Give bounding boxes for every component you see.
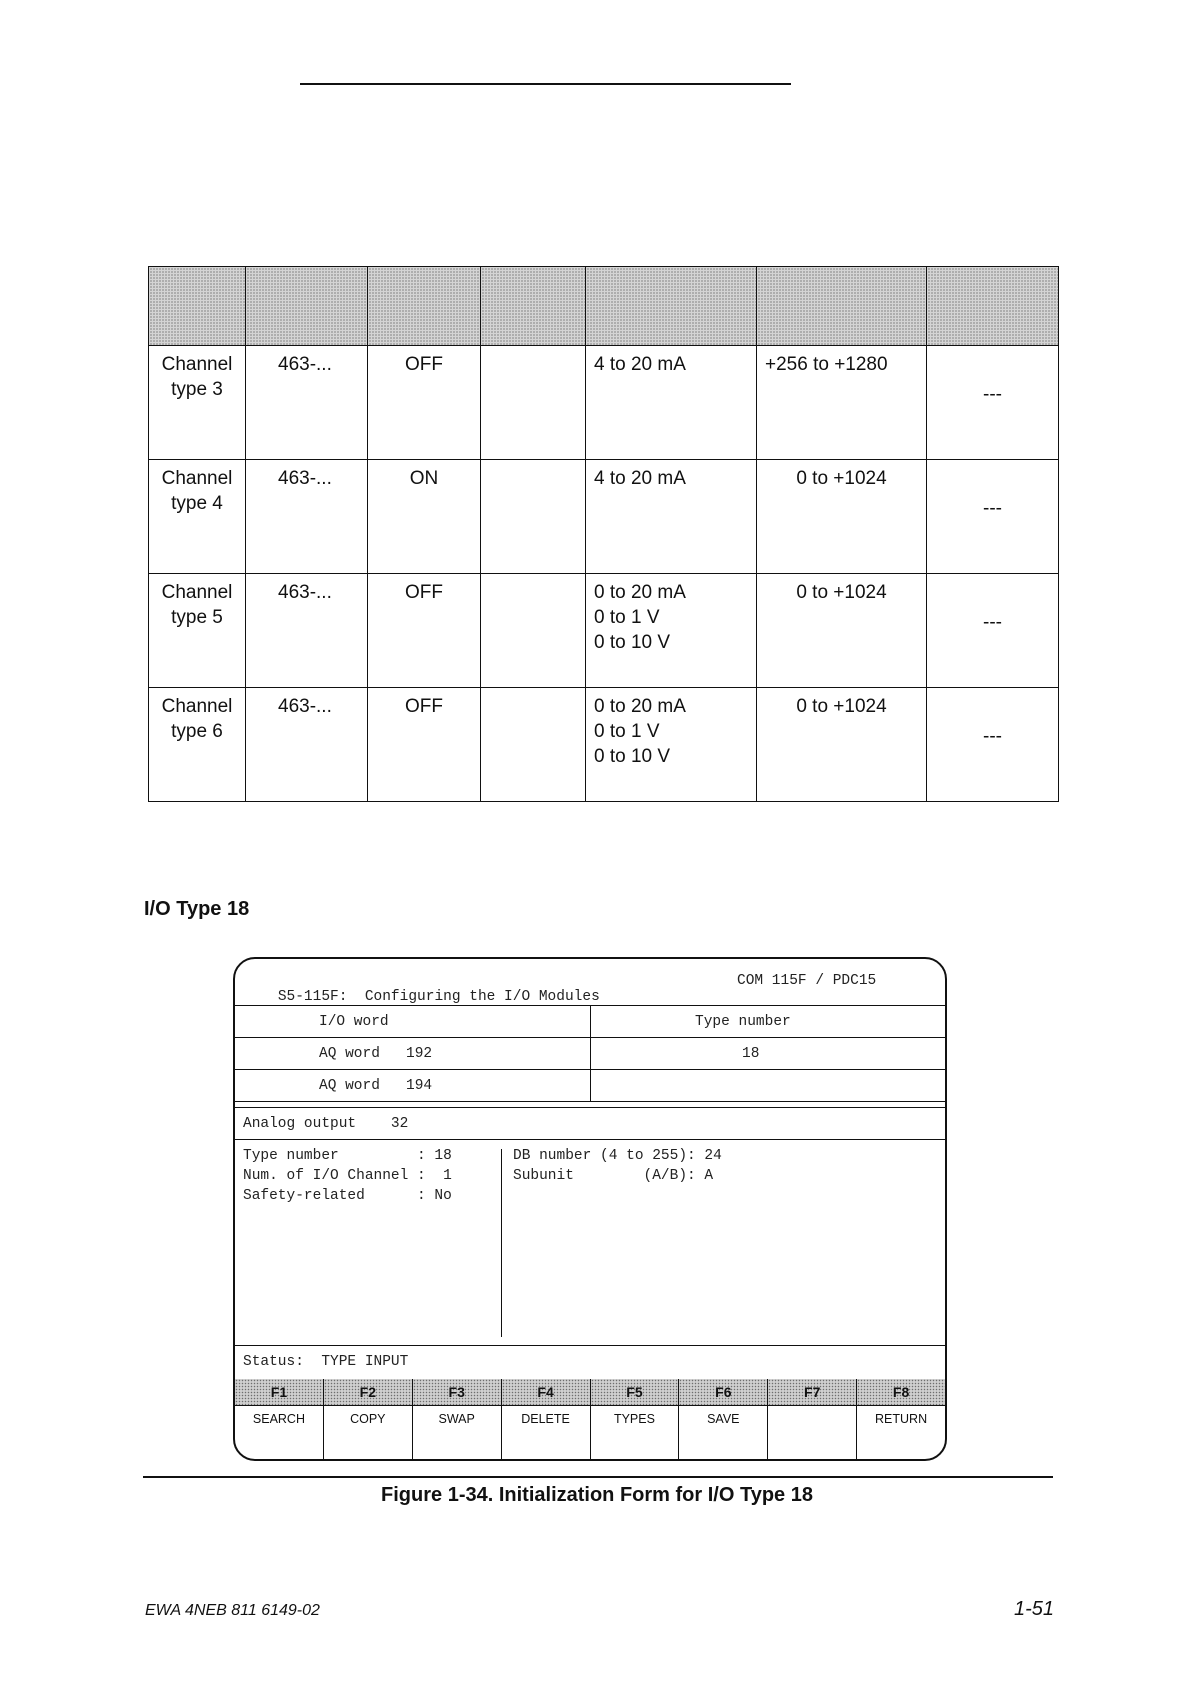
f1-button[interactable] xyxy=(235,1379,324,1461)
f3-label: SWAP xyxy=(438,1412,475,1426)
num-channel-field[interactable]: Num. of I/O Channel : 1 xyxy=(243,1168,452,1184)
channel-name-line1: Channel xyxy=(161,696,233,717)
f4-button[interactable] xyxy=(502,1379,591,1461)
divider xyxy=(235,1139,945,1140)
type-number-field[interactable]: Type number : 18 xyxy=(243,1148,452,1164)
channel-table xyxy=(148,266,1059,802)
range-line: 0 to 10 V xyxy=(594,746,671,767)
dash-value: --- xyxy=(983,726,1002,747)
db-number-field[interactable]: DB number (4 to 255): 24 xyxy=(513,1148,722,1164)
subunit-field[interactable]: Subunit (A/B): A xyxy=(513,1168,714,1184)
last-cell xyxy=(927,574,1059,688)
empty-cell xyxy=(481,574,586,688)
last-cell xyxy=(927,688,1059,802)
channel-name-cell xyxy=(149,688,246,802)
channel-name-cell xyxy=(149,460,246,574)
f4-label: DELETE xyxy=(521,1412,570,1426)
header-cell xyxy=(927,267,1059,346)
empty-cell xyxy=(481,688,586,802)
values-cell: 0 to +1024 xyxy=(757,688,927,802)
channel-number-cell: 463-... xyxy=(246,460,368,574)
top-rule xyxy=(300,83,791,85)
f5-button[interactable] xyxy=(591,1379,680,1461)
divider xyxy=(235,1107,945,1108)
f7-button[interactable] xyxy=(768,1379,857,1461)
column-divider xyxy=(590,1005,591,1101)
header-cell xyxy=(368,267,481,346)
range-line: 0 to 1 V xyxy=(594,721,660,742)
channel-number-cell: 463-... xyxy=(246,346,368,460)
f8-button[interactable] xyxy=(857,1379,945,1461)
f7-key: F7 xyxy=(768,1379,856,1406)
range-line: 0 to 20 mA xyxy=(594,696,686,717)
f5-key: F5 xyxy=(591,1379,679,1406)
last-cell xyxy=(927,460,1059,574)
range-line: 0 to 10 V xyxy=(594,632,671,653)
divider xyxy=(235,1101,945,1102)
document-number: EWA 4NEB 811 6149-02 xyxy=(145,1602,320,1619)
switch-cell: OFF xyxy=(368,346,481,460)
header-cell xyxy=(149,267,246,346)
range-cell xyxy=(586,574,757,688)
channel-name-line2: type 5 xyxy=(171,607,223,628)
range-cell xyxy=(586,460,757,574)
type-row-1[interactable]: 18 xyxy=(742,1046,760,1062)
table-row xyxy=(149,346,1059,460)
last-cell xyxy=(927,346,1059,460)
values-cell: 0 to +1024 xyxy=(757,460,927,574)
f8-key: F8 xyxy=(857,1379,945,1406)
channel-name-line2: type 6 xyxy=(171,721,223,742)
f5-label: TYPES xyxy=(613,1412,655,1426)
switch-cell: OFF xyxy=(368,574,481,688)
divider xyxy=(235,1345,945,1346)
values-cell: 0 to +1024 xyxy=(757,574,927,688)
channel-number-cell: 463-... xyxy=(246,688,368,802)
table-row xyxy=(149,460,1059,574)
range-cell xyxy=(586,688,757,802)
section-heading: I/O Type 18 xyxy=(144,898,250,920)
table-header-row xyxy=(149,267,1059,346)
channel-name-cell xyxy=(149,346,246,460)
header-cell xyxy=(757,267,927,346)
f3-button[interactable] xyxy=(413,1379,502,1461)
range-line: 4 to 20 mA xyxy=(594,468,686,489)
header-title: S5-115F: Configuring the I/O Modules xyxy=(277,989,600,1005)
header-cell xyxy=(481,267,586,346)
bottom-rule xyxy=(143,1476,1053,1478)
empty-cell xyxy=(481,346,586,460)
header-right: COM 115F / PDC15 xyxy=(737,973,877,989)
io-row-2[interactable]: AQ word 194 xyxy=(319,1078,433,1094)
range-line: 0 to 20 mA xyxy=(594,582,686,603)
f1-key: F1 xyxy=(235,1379,323,1406)
io-word-header: I/O word xyxy=(319,1014,389,1030)
channel-name-line1: Channel xyxy=(161,354,233,375)
f2-key: F2 xyxy=(324,1379,412,1406)
values-cell: +256 to +1280 xyxy=(757,346,927,460)
function-key-bar xyxy=(235,1379,945,1461)
column-divider xyxy=(501,1149,502,1337)
f3-key: F3 xyxy=(413,1379,501,1406)
channel-name-line1: Channel xyxy=(161,468,233,489)
safety-related-field[interactable]: Safety-related : No xyxy=(243,1188,452,1204)
analog-output-line: Analog output 32 xyxy=(243,1116,409,1132)
header-cell xyxy=(586,267,757,346)
f6-key: F6 xyxy=(679,1379,767,1406)
f6-button[interactable] xyxy=(679,1379,768,1461)
range-cell xyxy=(586,346,757,460)
type-number-header: Type number xyxy=(695,1014,791,1030)
f2-button[interactable] xyxy=(324,1379,413,1461)
f1-label: SEARCH xyxy=(252,1412,305,1426)
switch-cell: OFF xyxy=(368,688,481,802)
dash-value: --- xyxy=(983,612,1002,633)
f6-label: SAVE xyxy=(707,1412,740,1426)
dash-value: --- xyxy=(983,384,1002,405)
figure-caption: Figure 1-34. Initialization Form for I/O Type 18 xyxy=(381,1484,813,1506)
range-line: 4 to 20 mA xyxy=(594,354,686,375)
page-number: 1-51 xyxy=(1013,1598,1054,1620)
io-row-1[interactable]: AQ word 192 xyxy=(319,1046,433,1062)
f4-key: F4 xyxy=(502,1379,590,1406)
switch-cell: ON xyxy=(368,460,481,574)
terminal-form xyxy=(233,957,947,1461)
channel-name-line2: type 4 xyxy=(171,493,223,514)
dash-value: --- xyxy=(983,498,1002,519)
header-cell xyxy=(246,267,368,346)
channel-name-cell xyxy=(149,574,246,688)
channel-number-cell: 463-... xyxy=(246,574,368,688)
status-line: Status: TYPE INPUT xyxy=(243,1354,409,1370)
table-row xyxy=(149,574,1059,688)
f8-label: RETURN xyxy=(875,1412,928,1426)
channel-name-line2: type 3 xyxy=(171,379,223,400)
table-row xyxy=(149,688,1059,802)
f2-label: COPY xyxy=(350,1412,386,1426)
channel-name-line1: Channel xyxy=(161,582,233,603)
range-line: 0 to 1 V xyxy=(594,607,660,628)
empty-cell xyxy=(481,460,586,574)
